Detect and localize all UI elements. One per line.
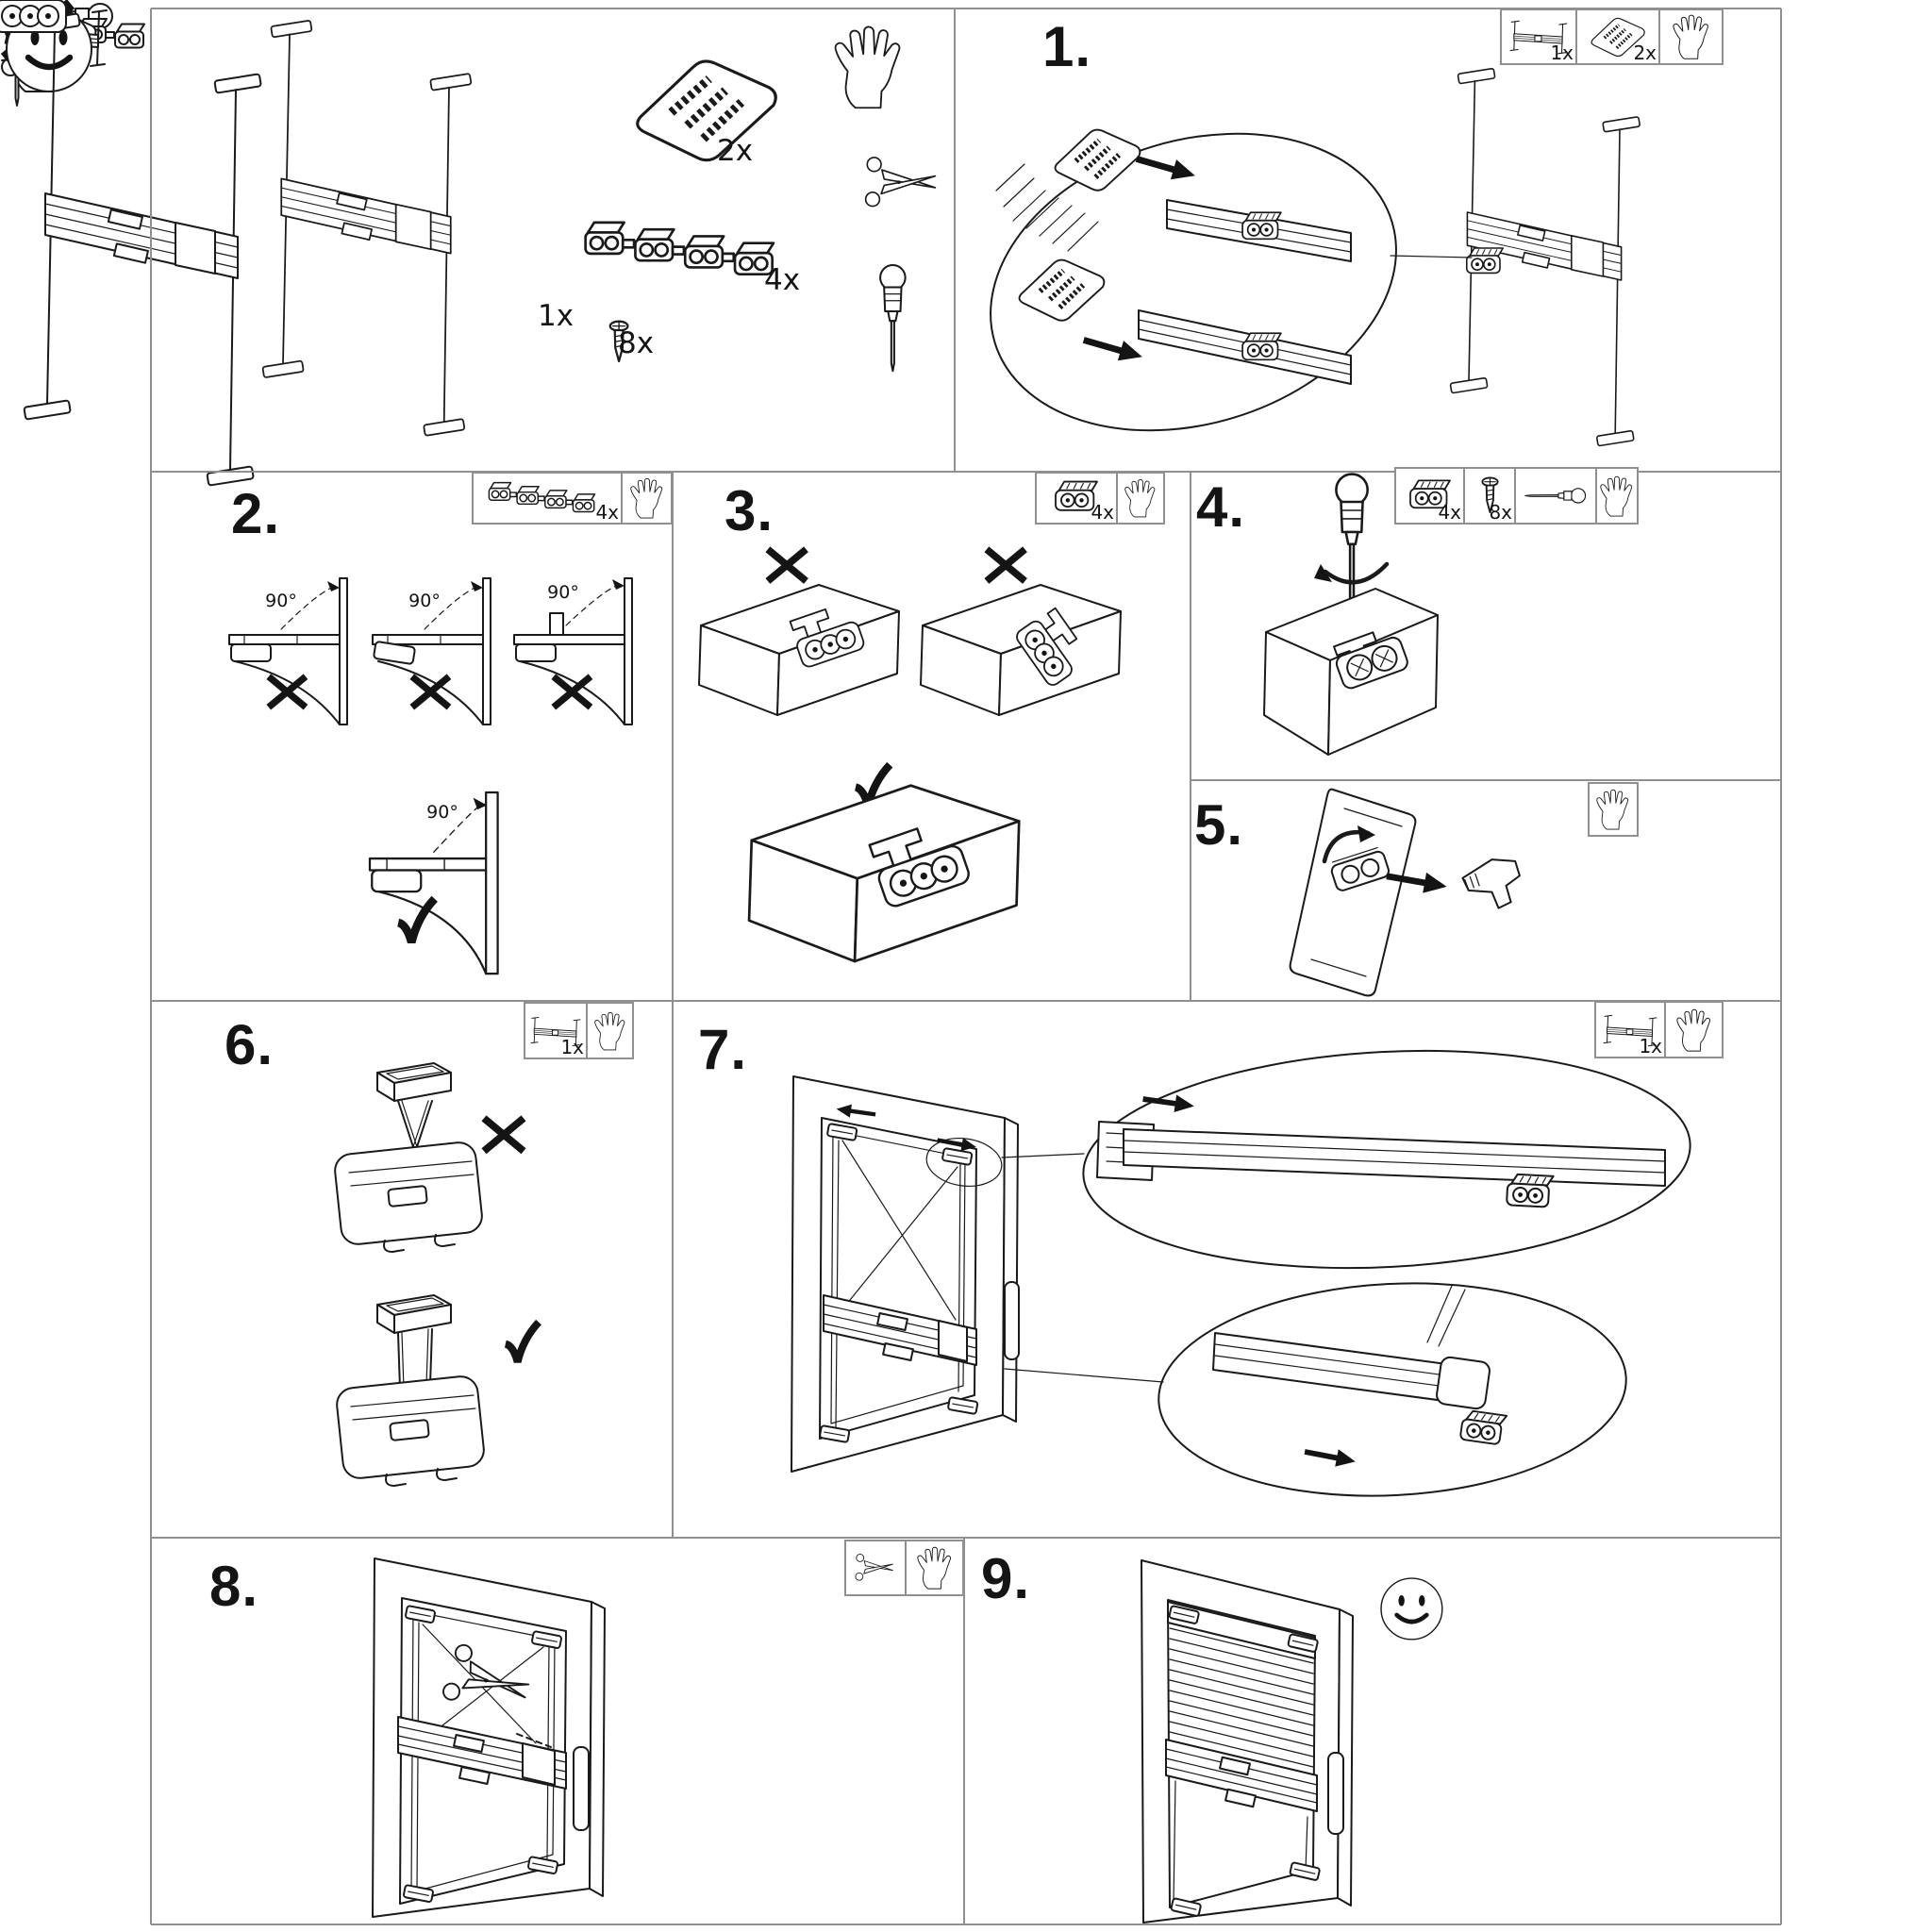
step-number: 3.: [724, 479, 774, 542]
angle-label: 90°: [547, 582, 579, 603]
kit-item-blind: 1x: [1502, 10, 1575, 63]
step-number: 9.: [981, 1547, 1031, 1610]
top-bracket-drawing: [377, 1063, 451, 1101]
smiley-icon: [1381, 1578, 1442, 1640]
step-number: 8.: [209, 1555, 259, 1618]
arrow-right-icon: [1081, 330, 1145, 367]
zoom-ellipse: [955, 86, 1433, 472]
wrong-clip-diagram-2: [921, 585, 1121, 715]
bottom-rail-drawing: [335, 1374, 485, 1486]
x-mark-icon: [987, 549, 1025, 581]
angle-label: 90°: [426, 802, 458, 823]
frame-corner-drawing: [1264, 589, 1438, 755]
screwdriver-icon: [880, 265, 906, 371]
arrow-right-icon: [1134, 149, 1198, 186]
step-3-illustration: [673, 472, 1191, 1001]
window-drawing: [791, 1076, 1019, 1472]
scissors-icon: [866, 158, 936, 207]
correct-clip-diagram: [749, 786, 1019, 961]
hand-icon: [836, 26, 900, 108]
top-bracket-drawing: [377, 1295, 451, 1333]
x-mark-icon: [484, 1118, 524, 1151]
kit-item-clamp: 2x: [1575, 10, 1658, 63]
step-6-illustration: [151, 1001, 673, 1538]
step-number: 2.: [231, 482, 281, 545]
clip-strip-drawing: [586, 223, 774, 275]
zoom-detail-bottom: [1153, 1272, 1631, 1507]
step-4-illustration: [1191, 472, 1781, 780]
qty-blind: 1x: [538, 299, 575, 333]
x-mark-icon: [768, 549, 807, 581]
wrong-clip-diagram-1: [699, 585, 899, 715]
step-number: 7.: [698, 1018, 748, 1081]
kit-item-blind: 1x: [525, 1004, 586, 1058]
blind-assembly-drawing: [262, 21, 471, 436]
clip-icon: [1507, 1174, 1554, 1207]
parts-overview-illustration: [151, 8, 955, 472]
qty-screw: 8x: [618, 326, 655, 360]
clip-icon: [1467, 248, 1503, 273]
step-number: 1.: [1042, 15, 1092, 78]
clamp-icon: [1020, 260, 1105, 321]
step-number: 4.: [1196, 475, 1246, 539]
tension-clamp-drawing: [638, 61, 776, 160]
zoom-detail-top: [1077, 1036, 1695, 1282]
step-2-illustration: [151, 472, 673, 1001]
bottom-rail-drawing: [333, 1141, 483, 1252]
step-1-illustration: [955, 8, 1781, 472]
window-drawing: [1141, 1560, 1353, 1923]
step-9-illustration: [964, 1538, 1781, 1924]
kit-item-clip: 4x: [1037, 474, 1116, 523]
step-number: 5.: [1194, 793, 1244, 857]
clip-icon: [1242, 333, 1281, 359]
angle-label: 90°: [265, 591, 297, 611]
step-8-illustration: [151, 1538, 964, 1924]
frame-corner-drawing: [1291, 790, 1416, 996]
clip-icon: [1242, 212, 1281, 239]
kit-item-clip: 4x: [1396, 469, 1463, 523]
window-drawing: [373, 1558, 605, 1917]
kit-item-screw: 8x: [1463, 469, 1514, 523]
angle-label: 90°: [408, 591, 441, 611]
clamp-icon: [1056, 130, 1141, 191]
clip-icon: [1460, 1409, 1507, 1444]
arrow-right-icon: [1303, 1443, 1357, 1471]
step-7-illustration: [673, 1001, 1781, 1538]
screwdriver-icon: [1336, 475, 1367, 608]
check-mark-icon: [506, 1323, 539, 1362]
qty-clip-strip: 4x: [764, 263, 801, 297]
rotate-arrow: [1325, 564, 1387, 582]
step-5-illustration: [1191, 780, 1781, 1001]
step-number: 6.: [225, 1013, 275, 1076]
kit-item-clip-strip: 4x: [474, 474, 621, 523]
qty-clamp: 2x: [717, 134, 754, 168]
kit-item-blind: 1x: [1596, 1003, 1664, 1057]
cover-piece-drawing: [1460, 856, 1524, 914]
